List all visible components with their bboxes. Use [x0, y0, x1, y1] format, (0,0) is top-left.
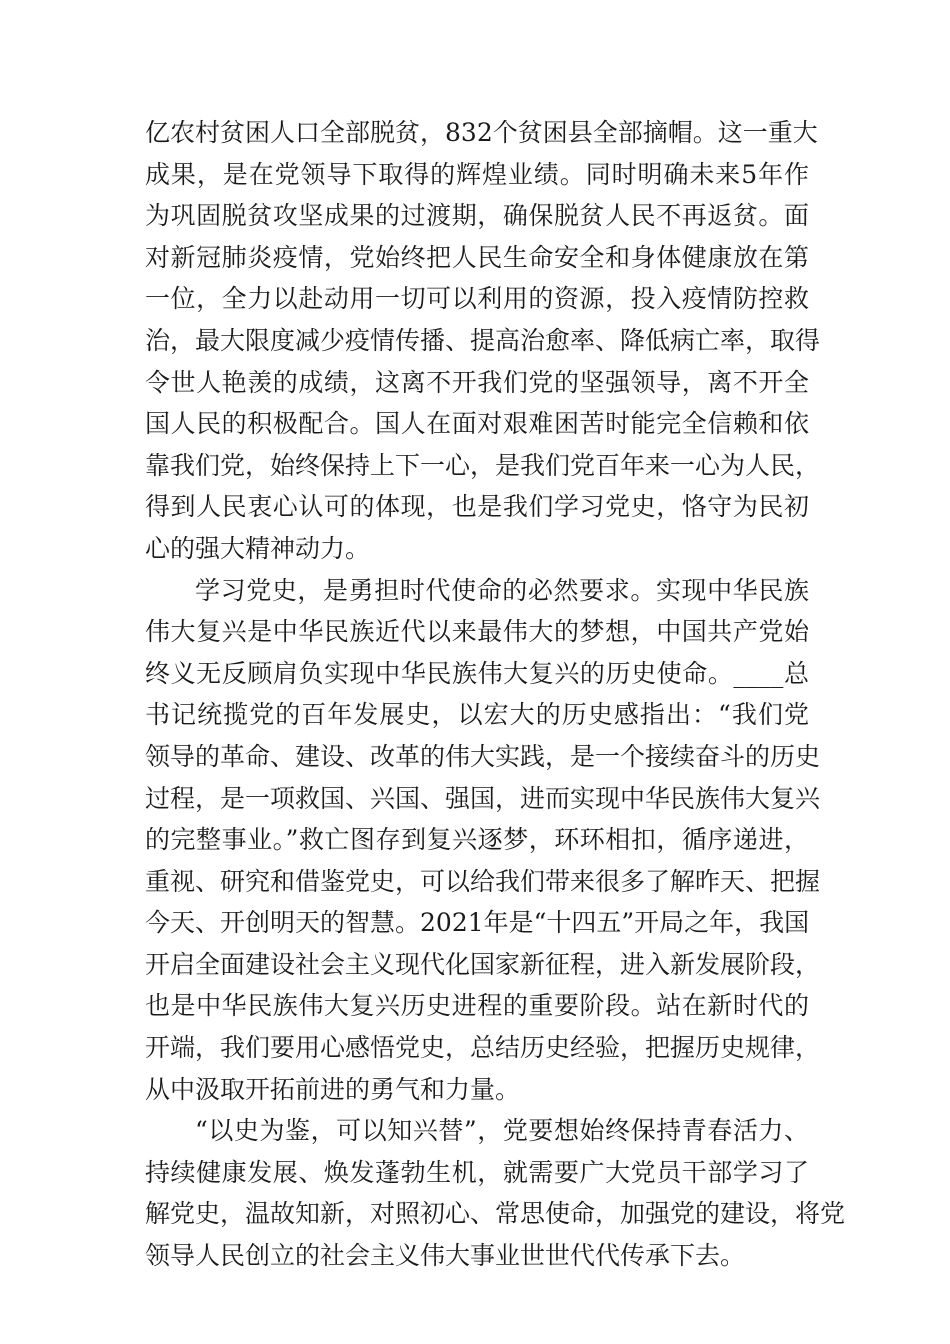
- paragraph-3: [145, 1110, 846, 1276]
- text-line: 亿农村贫困人口全部脱贫，832个贫困县全部摘帽。这一重大: [145, 118, 818, 147]
- text-line: 国人民的积极配合。国人在面对艰难困苦时能完全信赖和依: [145, 409, 809, 439]
- text-line: 的完整事业。”救亡图存到复兴逐梦，环环相扣，循序递进，: [145, 825, 809, 855]
- text-line: 开启全面建设社会主义现代化国家新征程，进入新发展阶段，: [145, 949, 821, 979]
- text-line: 终义无反顾肩负实现中华民族伟大复兴的历史使命。____总: [145, 658, 809, 688]
- text-line: 也是中华民族伟大复兴历史进程的重要阶段。站在新时代的: [145, 991, 809, 1021]
- text-line: 书记统揽党的百年发展史，以宏大的历史感指出：“我们党: [145, 700, 809, 730]
- text-line: 开端，我们要用心感悟党史，总结历史经验，把握历史规律，: [145, 1033, 821, 1063]
- text-line: 一位，全力以赴动用一切可以利用的资源，投入疫情防控救: [145, 284, 809, 314]
- paragraph-2: [145, 570, 821, 1111]
- text-line: 领导人民创立的社会主义伟大事业世世代代传承下去。: [145, 1241, 746, 1271]
- text-line: 靠我们党，始终保持上下一心，是我们党百年来一心为人民，: [145, 450, 821, 480]
- text-line: 伟大复兴是中华民族近代以来最伟大的梦想，中国共产党始: [145, 617, 809, 647]
- text-line: 持续健康发展、焕发蓬勃生机，就需要广大党员干部学习了: [145, 1157, 809, 1187]
- text-line: 解党史，温故知新，对照初心、常思使命，加强党的建设，将党: [145, 1199, 846, 1229]
- text-line: 成果，是在党领导下取得的辉煌业绩。同时明确未来5年作: [145, 159, 809, 189]
- text-line: 心的强大精神动力。: [145, 533, 371, 563]
- text-line: 重视、研究和借鉴党史，可以给我们带来很多了解昨天、把握: [145, 866, 821, 896]
- text-line: 从中汲取开拓前进的勇气和力量。: [145, 1074, 521, 1104]
- text-line: 为巩固脱贫攻坚成果的过渡期，确保脱贫人民不再返贫。面: [145, 201, 809, 231]
- text-line: 令世人艳羡的成绩，这离不开我们党的坚强领导，离不开全: [145, 367, 809, 397]
- text-line: 今天、开创明天的智慧。2021年是“十四五”开局之年，我国: [145, 908, 810, 938]
- text-line: “以史为鉴，可以知兴替”，党要想始终保持青春活力、: [195, 1116, 809, 1146]
- text-line: 治，最大限度减少疫情传播、提高治愈率、降低病亡率，取得: [145, 325, 821, 355]
- text-line: 对新冠肺炎疫情，党始终把人民生命安全和身体健康放在第: [145, 242, 809, 272]
- text-line: 学习党史，是勇担时代使命的必然要求。实现中华民族: [195, 575, 809, 605]
- text-line: 过程，是一项救国、兴国、强国，进而实现中华民族伟大复兴: [145, 783, 821, 813]
- text-line: 得到人民衷心认可的体现，也是我们学习党史，恪守为民初: [145, 492, 809, 522]
- body-text: [145, 112, 846, 1277]
- text-line: 领导的革命、建设、改革的伟大实践，是一个接续奋斗的历史: [145, 741, 821, 771]
- paragraph-1: [145, 112, 821, 570]
